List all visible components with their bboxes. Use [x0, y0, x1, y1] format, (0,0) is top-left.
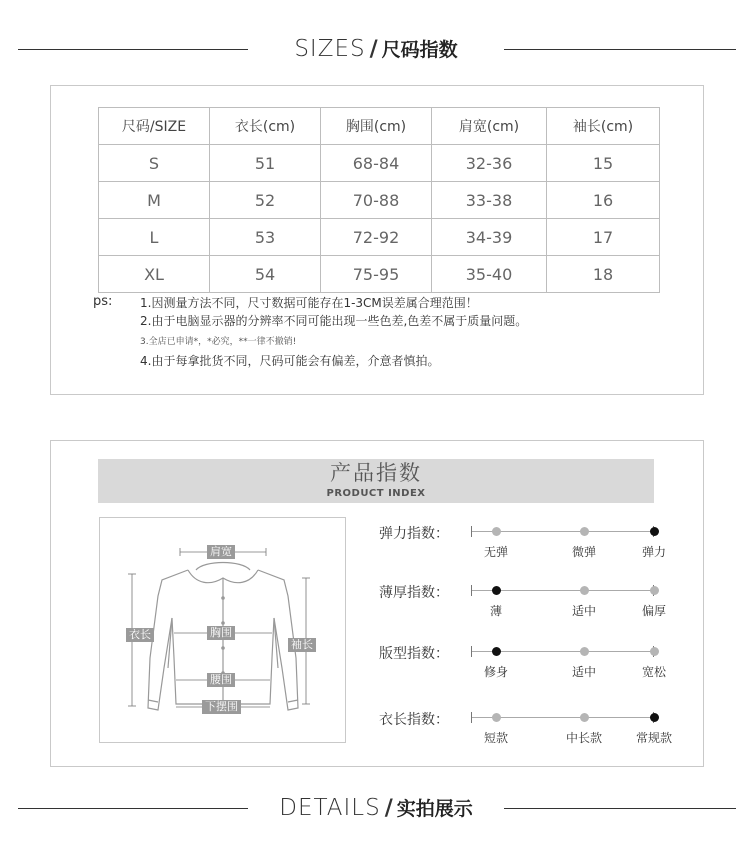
- label-shoulder: 肩宽: [207, 545, 235, 559]
- table-cell: 72-92: [321, 219, 432, 256]
- index-dot: [580, 527, 589, 536]
- table-row: [99, 256, 660, 293]
- index-dot: [580, 586, 589, 595]
- index-label: 衣长指数：: [379, 712, 449, 728]
- sizes-heading-sep: /: [369, 37, 378, 62]
- size-table-header-row: [99, 108, 660, 145]
- table-cell: L: [99, 219, 210, 256]
- table-cell: 35-40: [432, 256, 547, 293]
- notes-prefix: ps:: [93, 294, 113, 309]
- index-dot-selected: [650, 713, 659, 722]
- index-option-label: 无弹: [483, 545, 508, 559]
- details-heading-en: DETAILS: [279, 795, 381, 821]
- size-panel: [50, 85, 704, 395]
- sizes-heading-en: SIZES: [294, 36, 366, 62]
- table-cell: S: [99, 145, 210, 182]
- heading-rule-right: [504, 49, 736, 50]
- index-option-label: 常规款: [635, 731, 672, 745]
- index-dot: [580, 647, 589, 656]
- table-cell: XL: [99, 256, 210, 293]
- sizes-heading: [0, 29, 750, 69]
- index-option-label: 适中: [571, 604, 596, 618]
- index-track-end: [471, 646, 472, 657]
- index-track-end: [471, 712, 472, 723]
- product-index-title: 产品指数: [330, 461, 422, 485]
- note-item: 3.全店已申请*，*必究，**一律不撤销!: [140, 337, 297, 347]
- table-cell: 70-88: [321, 182, 432, 219]
- index-row: [379, 643, 669, 683]
- index-dot: [492, 713, 501, 722]
- table-cell: 18: [547, 256, 660, 293]
- index-row: [379, 523, 669, 563]
- index-dot: [650, 647, 659, 656]
- index-dot: [650, 586, 659, 595]
- index-dot-selected: [492, 586, 501, 595]
- index-track-end: [471, 585, 472, 596]
- size-table: [98, 107, 660, 293]
- index-option-label: 宽松: [641, 665, 666, 679]
- details-heading-title: [258, 788, 494, 828]
- table-cell: 17: [547, 219, 660, 256]
- index-option-label: 薄: [489, 604, 502, 618]
- index-track-end: [471, 526, 472, 537]
- sizes-heading-cn: 尺码指数: [381, 39, 458, 61]
- index-label: 薄厚指数：: [379, 585, 449, 601]
- index-label: 弹力指数：: [379, 526, 449, 542]
- index-dot: [492, 527, 501, 536]
- index-option-label: 弹力: [641, 545, 666, 559]
- index-option-label: 短款: [483, 731, 508, 745]
- index-option-label: 偏厚: [641, 604, 666, 618]
- table-cell: 32-36: [432, 145, 547, 182]
- index-option-label: 中长款: [565, 731, 602, 745]
- table-cell: 34-39: [432, 219, 547, 256]
- table-cell: 54: [210, 256, 321, 293]
- table-cell: 53: [210, 219, 321, 256]
- table-cell: 68-84: [321, 145, 432, 182]
- product-index-subtitle: PRODUCT INDEX: [326, 488, 426, 499]
- product-index-banner: [98, 459, 654, 503]
- table-cell: M: [99, 182, 210, 219]
- label-chest: 胸围: [207, 626, 235, 640]
- table-row: [99, 219, 660, 256]
- table-cell: 75-95: [321, 256, 432, 293]
- product-index-panel: [50, 440, 704, 767]
- table-cell: 15: [547, 145, 660, 182]
- details-heading-sep: /: [384, 796, 393, 821]
- size-header-length: 衣长(cm): [210, 108, 321, 145]
- label-sleeve: 袖长: [288, 638, 316, 652]
- index-label: 版型指数：: [379, 646, 449, 662]
- table-cell: 51: [210, 145, 321, 182]
- index-option-label: 微弹: [571, 545, 596, 559]
- index-dot-selected: [650, 527, 659, 536]
- garment-diagram: [99, 517, 346, 743]
- table-cell: 16: [547, 182, 660, 219]
- index-dot: [580, 713, 589, 722]
- heading-rule-right: [504, 808, 736, 809]
- size-header-size: 尺码/SIZE: [99, 108, 210, 145]
- note-item: 1.因测量方法不同，尺寸数据可能存在1-3CM误差属合理范围！: [140, 296, 478, 310]
- table-cell: 33-38: [432, 182, 547, 219]
- size-header-chest: 胸围(cm): [321, 108, 432, 145]
- sizes-heading-title: [258, 29, 494, 69]
- table-row: [99, 182, 660, 219]
- label-waist: 腰围: [207, 673, 235, 687]
- index-row: [379, 582, 669, 622]
- heading-rule-left: [18, 49, 248, 50]
- index-option-label: 修身: [483, 665, 508, 679]
- table-row: [99, 145, 660, 182]
- index-row: [379, 709, 672, 749]
- note-item: 4.由于每拿批货不同，尺码可能会有偏差，介意者慎拍。: [140, 354, 440, 368]
- size-header-shoulder: 肩宽(cm): [432, 108, 547, 145]
- note-item: 2.由于电脑显示器的分辨率不同可能出现一些色差,色差不属于质量问题。: [140, 314, 528, 328]
- index-dot-selected: [492, 647, 501, 656]
- label-length: 衣长: [126, 628, 154, 642]
- details-heading-cn: 实拍展示: [396, 798, 473, 820]
- label-hem: 下摆围: [202, 700, 241, 714]
- heading-rule-left: [18, 808, 248, 809]
- details-heading: [0, 788, 750, 828]
- table-cell: 52: [210, 182, 321, 219]
- size-header-sleeve: 袖长(cm): [547, 108, 660, 145]
- index-option-label: 适中: [571, 665, 596, 679]
